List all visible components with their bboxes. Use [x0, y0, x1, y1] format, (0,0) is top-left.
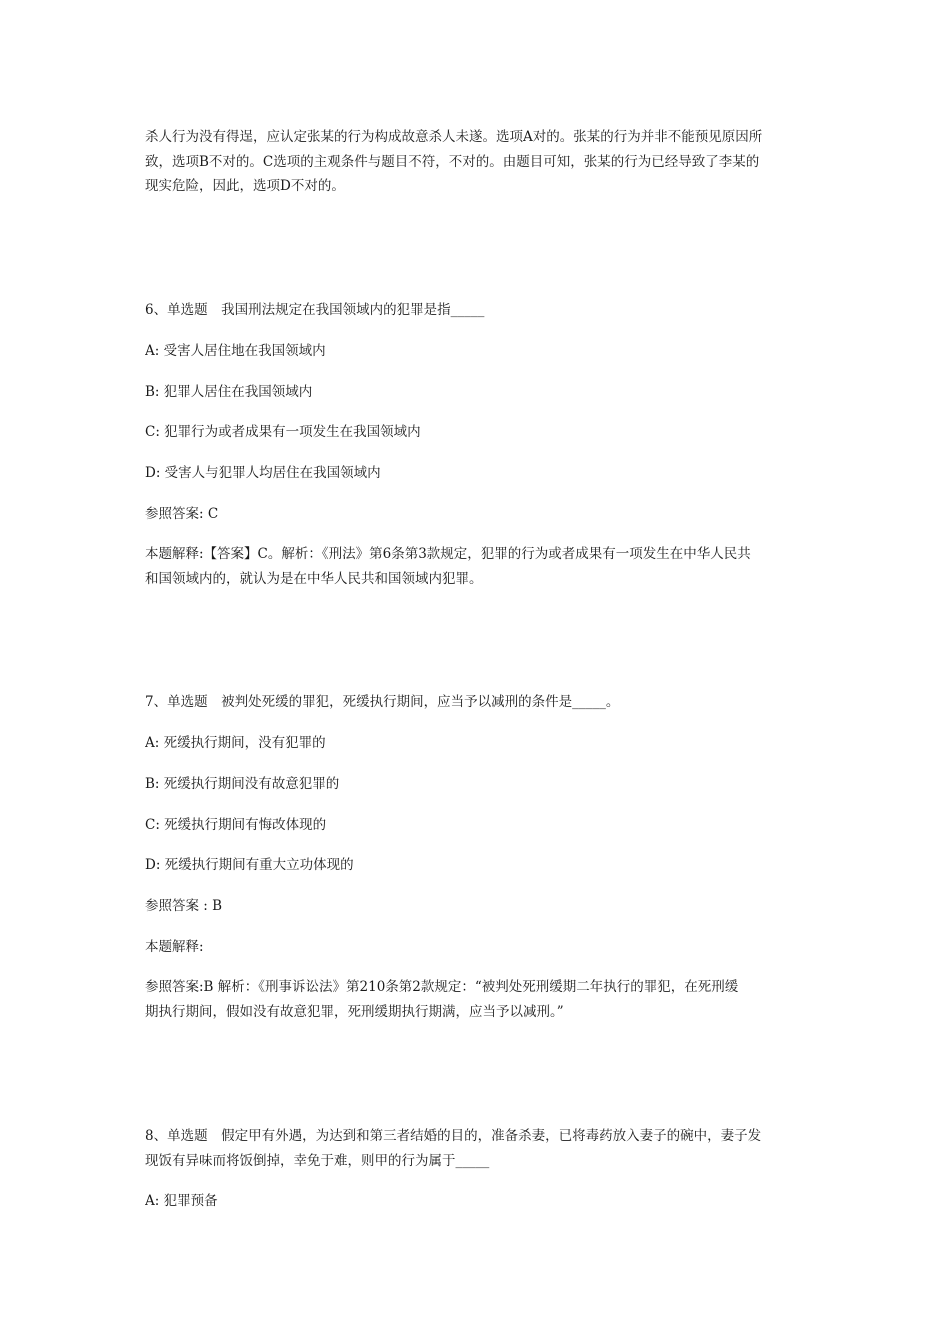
- question-6-option-b: B: 犯罪人居住在我国领域内: [145, 384, 313, 400]
- question-6-answer: 参照答案: C: [145, 506, 219, 522]
- question-7-option-d: D: 死缓执行期间有重大立功体现的: [145, 857, 354, 873]
- question-8-option-a: A: 犯罪预备: [145, 1193, 218, 1209]
- question-6-explanation-line-1: 本题解释:【答案】C。解析：《刑法》第6条第3款规定，犯罪的行为或者成果有一项发生在中华人民共: [145, 546, 751, 562]
- question-7-stem: 7、单选题 被判处死缓的罪犯，死缓执行期间，应当予以减刑的条件是_____。: [145, 694, 620, 710]
- question-8-stem-line-2: 现饭有异味而将饭倒掉，幸免于难，则甲的行为属于_____: [145, 1153, 490, 1169]
- question-7-explanation-line-1: 参照答案:B 解析：《刑事诉讼法》第210条第2款规定：“被判处死刑缓期二年执行的罪犯，在死刑缓: [145, 979, 739, 995]
- question-7-explanation-line-2: 期执行期间，假如没有故意犯罪，死刑缓期执行期满，应当予以减刑。”: [145, 1004, 564, 1020]
- question-7-answer: 参照答案 : B: [145, 898, 223, 914]
- prev-explanation-line-2: 致，选项B不对的。C选项的主观条件与题目不符，不对的。由题目可知，张某的行为已经导致了李某的: [145, 154, 760, 170]
- prev-explanation-line-1: 杀人行为没有得逞，应认定张某的行为构成故意杀人未遂。选项A对的。张某的行为并非不能预见原因所: [145, 129, 763, 145]
- question-6-option-a: A: 受害人居住地在我国领域内: [145, 343, 326, 359]
- question-7-option-b: B: 死缓执行期间没有故意犯罪的: [145, 776, 340, 792]
- question-6-explanation-line-2: 和国领域内的，就认为是在中华人民共和国领域内犯罪。: [145, 571, 483, 587]
- question-7-explanation-label: 本题解释:: [145, 939, 204, 955]
- question-6-option-c: C: 犯罪行为或者成果有一项发生在我国领域内: [145, 424, 421, 440]
- question-8-stem-line-1: 8、单选题 假定甲有外遇，为达到和第三者结婚的目的，准备杀妻，已将毒药放入妻子的碗中，妻子发: [145, 1128, 762, 1144]
- question-7-option-a: A: 死缓执行期间，没有犯罪的: [145, 735, 326, 751]
- question-6-stem: 6、单选题 我国刑法规定在我国领域内的犯罪是指_____: [145, 302, 485, 318]
- question-6-option-d: D: 受害人与犯罪人均居住在我国领域内: [145, 465, 381, 481]
- prev-explanation-line-3: 现实危险，因此，选项D不对的。: [145, 178, 345, 194]
- question-7-option-c: C: 死缓执行期间有悔改体现的: [145, 817, 327, 833]
